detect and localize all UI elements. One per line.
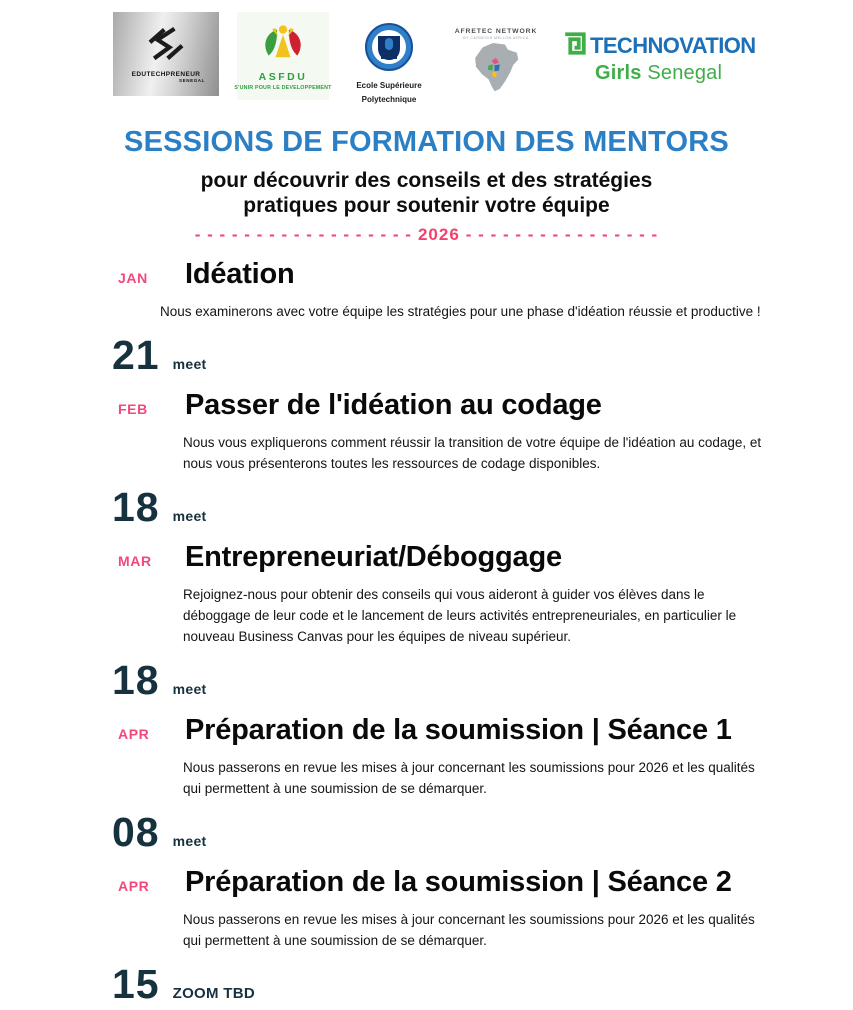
session-description — [183, 909, 853, 951]
session-date: 18 — [112, 484, 160, 530]
session-apr-2 — [0, 865, 853, 1005]
session-title: Préparation de la soumission | Séance 1 — [185, 714, 732, 746]
esp-name-line2: Polytechnique — [361, 95, 417, 104]
session-title: Passer de l'idéation au codage — [185, 389, 602, 421]
session-header — [0, 540, 853, 574]
session-platform: meet — [172, 833, 207, 849]
description-line: Rejoignez-nous pour obtenir des conseils qui vous aideront à guider vos élèves dans le — [183, 587, 705, 602]
session-platform: meet — [172, 356, 207, 372]
session-description — [160, 301, 853, 322]
description-line: Nous examinerons avec votre équipe les stratégies pour une phase d'idéation réussie et productive ! — [160, 304, 761, 319]
description-line: Nous passerons en revue les mises à jour concernant les soumissions pour 2026 et les qualités — [183, 912, 755, 927]
session-header — [0, 257, 853, 291]
edutechpreneur-name: EDUTECHPRENEUR — [131, 71, 201, 78]
divider-left-dashes: - - - - - - - - - - - - - - - - - - — [194, 225, 412, 244]
technovation-subname — [595, 62, 756, 85]
session-date-row — [112, 811, 853, 853]
description-line: qui permettent à une soumission de se démarquer. — [183, 781, 487, 796]
description-line: qui permettent à une soumission de se démarquer. — [183, 933, 487, 948]
session-mar — [0, 540, 853, 701]
session-date-row — [112, 334, 853, 376]
edutechpreneur-mark-icon — [144, 25, 188, 68]
asfdu-tagline: S'UNIR POUR LE DEVELOPPEMENT — [234, 84, 332, 91]
subtitle-line1: pour découvrir des conseils et des stratégies — [200, 169, 653, 192]
description-line: Nous passerons en revue les mises à jour concernant les soumissions pour 2026 et les qualités — [183, 760, 755, 775]
session-header — [0, 713, 853, 747]
session-title: Entrepreneuriat/Déboggage — [185, 541, 562, 573]
technovation-girls: Girls — [595, 62, 642, 84]
divider-year: 2026 — [417, 225, 460, 244]
afretec-subtext: BY CARNEGIE MELLON AFRICA — [463, 36, 529, 40]
afretec-name: AFRETEC NETWORK — [454, 28, 538, 35]
afretec-logo — [449, 12, 543, 97]
edutechpreneur-subname: SENEGAL — [179, 78, 205, 83]
description-line: nous vous présenterons toutes les ressources de codage disponibles. — [183, 456, 601, 471]
session-platform: meet — [172, 508, 207, 524]
technovation-name: TECHNOVATION — [590, 33, 756, 58]
session-feb — [0, 388, 853, 528]
session-platform: ZOOM TBD — [172, 985, 255, 1002]
session-date: 08 — [112, 809, 160, 855]
session-date-row — [112, 963, 853, 1005]
session-title: Idéation — [185, 258, 295, 290]
description-line: déboggage de leur code et le lancement de leurs activités entrepreneuriales, en particulier le — [183, 608, 737, 623]
asfdu-name: ASFDU — [258, 70, 308, 83]
session-platform: meet — [172, 681, 207, 697]
month-label: APR — [118, 878, 150, 894]
edutechpreneur-logo — [113, 12, 219, 96]
description-line: nouveau Business Canvas pour les équipes de niveau supérieur. — [183, 629, 572, 644]
divider-right-dashes: - - - - - - - - - - - - - - - - — [465, 225, 659, 244]
partner-logo-strip — [0, 0, 853, 106]
technovation-senegal: Senegal — [647, 62, 723, 84]
session-apr-1 — [0, 713, 853, 853]
esp-logo — [347, 12, 431, 105]
technovation-logo — [561, 12, 756, 85]
session-date-row — [112, 486, 853, 528]
month-label: MAR — [118, 553, 152, 569]
session-title: Préparation de la soumission | Séance 2 — [185, 866, 732, 898]
session-description — [183, 584, 853, 647]
asfdu-mark-icon — [257, 22, 309, 69]
session-date: 18 — [112, 657, 160, 703]
session-jan — [0, 257, 853, 376]
year-divider — [0, 225, 853, 245]
session-date: 15 — [112, 961, 160, 1007]
asfdu-logo — [234, 12, 332, 100]
session-date-row — [112, 659, 853, 701]
month-label: APR — [118, 726, 150, 742]
esp-seal-icon — [364, 22, 414, 77]
session-description — [183, 432, 853, 474]
esp-name-line1: Ecole Supérieure — [356, 81, 422, 90]
month-label: FEB — [118, 401, 148, 417]
subtitle-line2: pratiques pour soutenir votre équipe — [243, 194, 610, 217]
africa-map-icon — [466, 40, 526, 97]
description-line: Nous vous expliquerons comment réussir la transition de votre équipe de l'idéation au codage, et — [183, 435, 762, 450]
session-description — [183, 757, 853, 799]
session-date: 21 — [112, 332, 160, 378]
page-subtitle — [0, 168, 853, 218]
month-label: JAN — [118, 270, 148, 286]
session-list — [0, 257, 853, 1005]
technovation-spiral-icon — [561, 30, 588, 62]
page-title: SESSIONS DE FORMATION DES MENTORS — [124, 126, 729, 158]
session-header — [0, 865, 853, 899]
session-header — [0, 388, 853, 422]
